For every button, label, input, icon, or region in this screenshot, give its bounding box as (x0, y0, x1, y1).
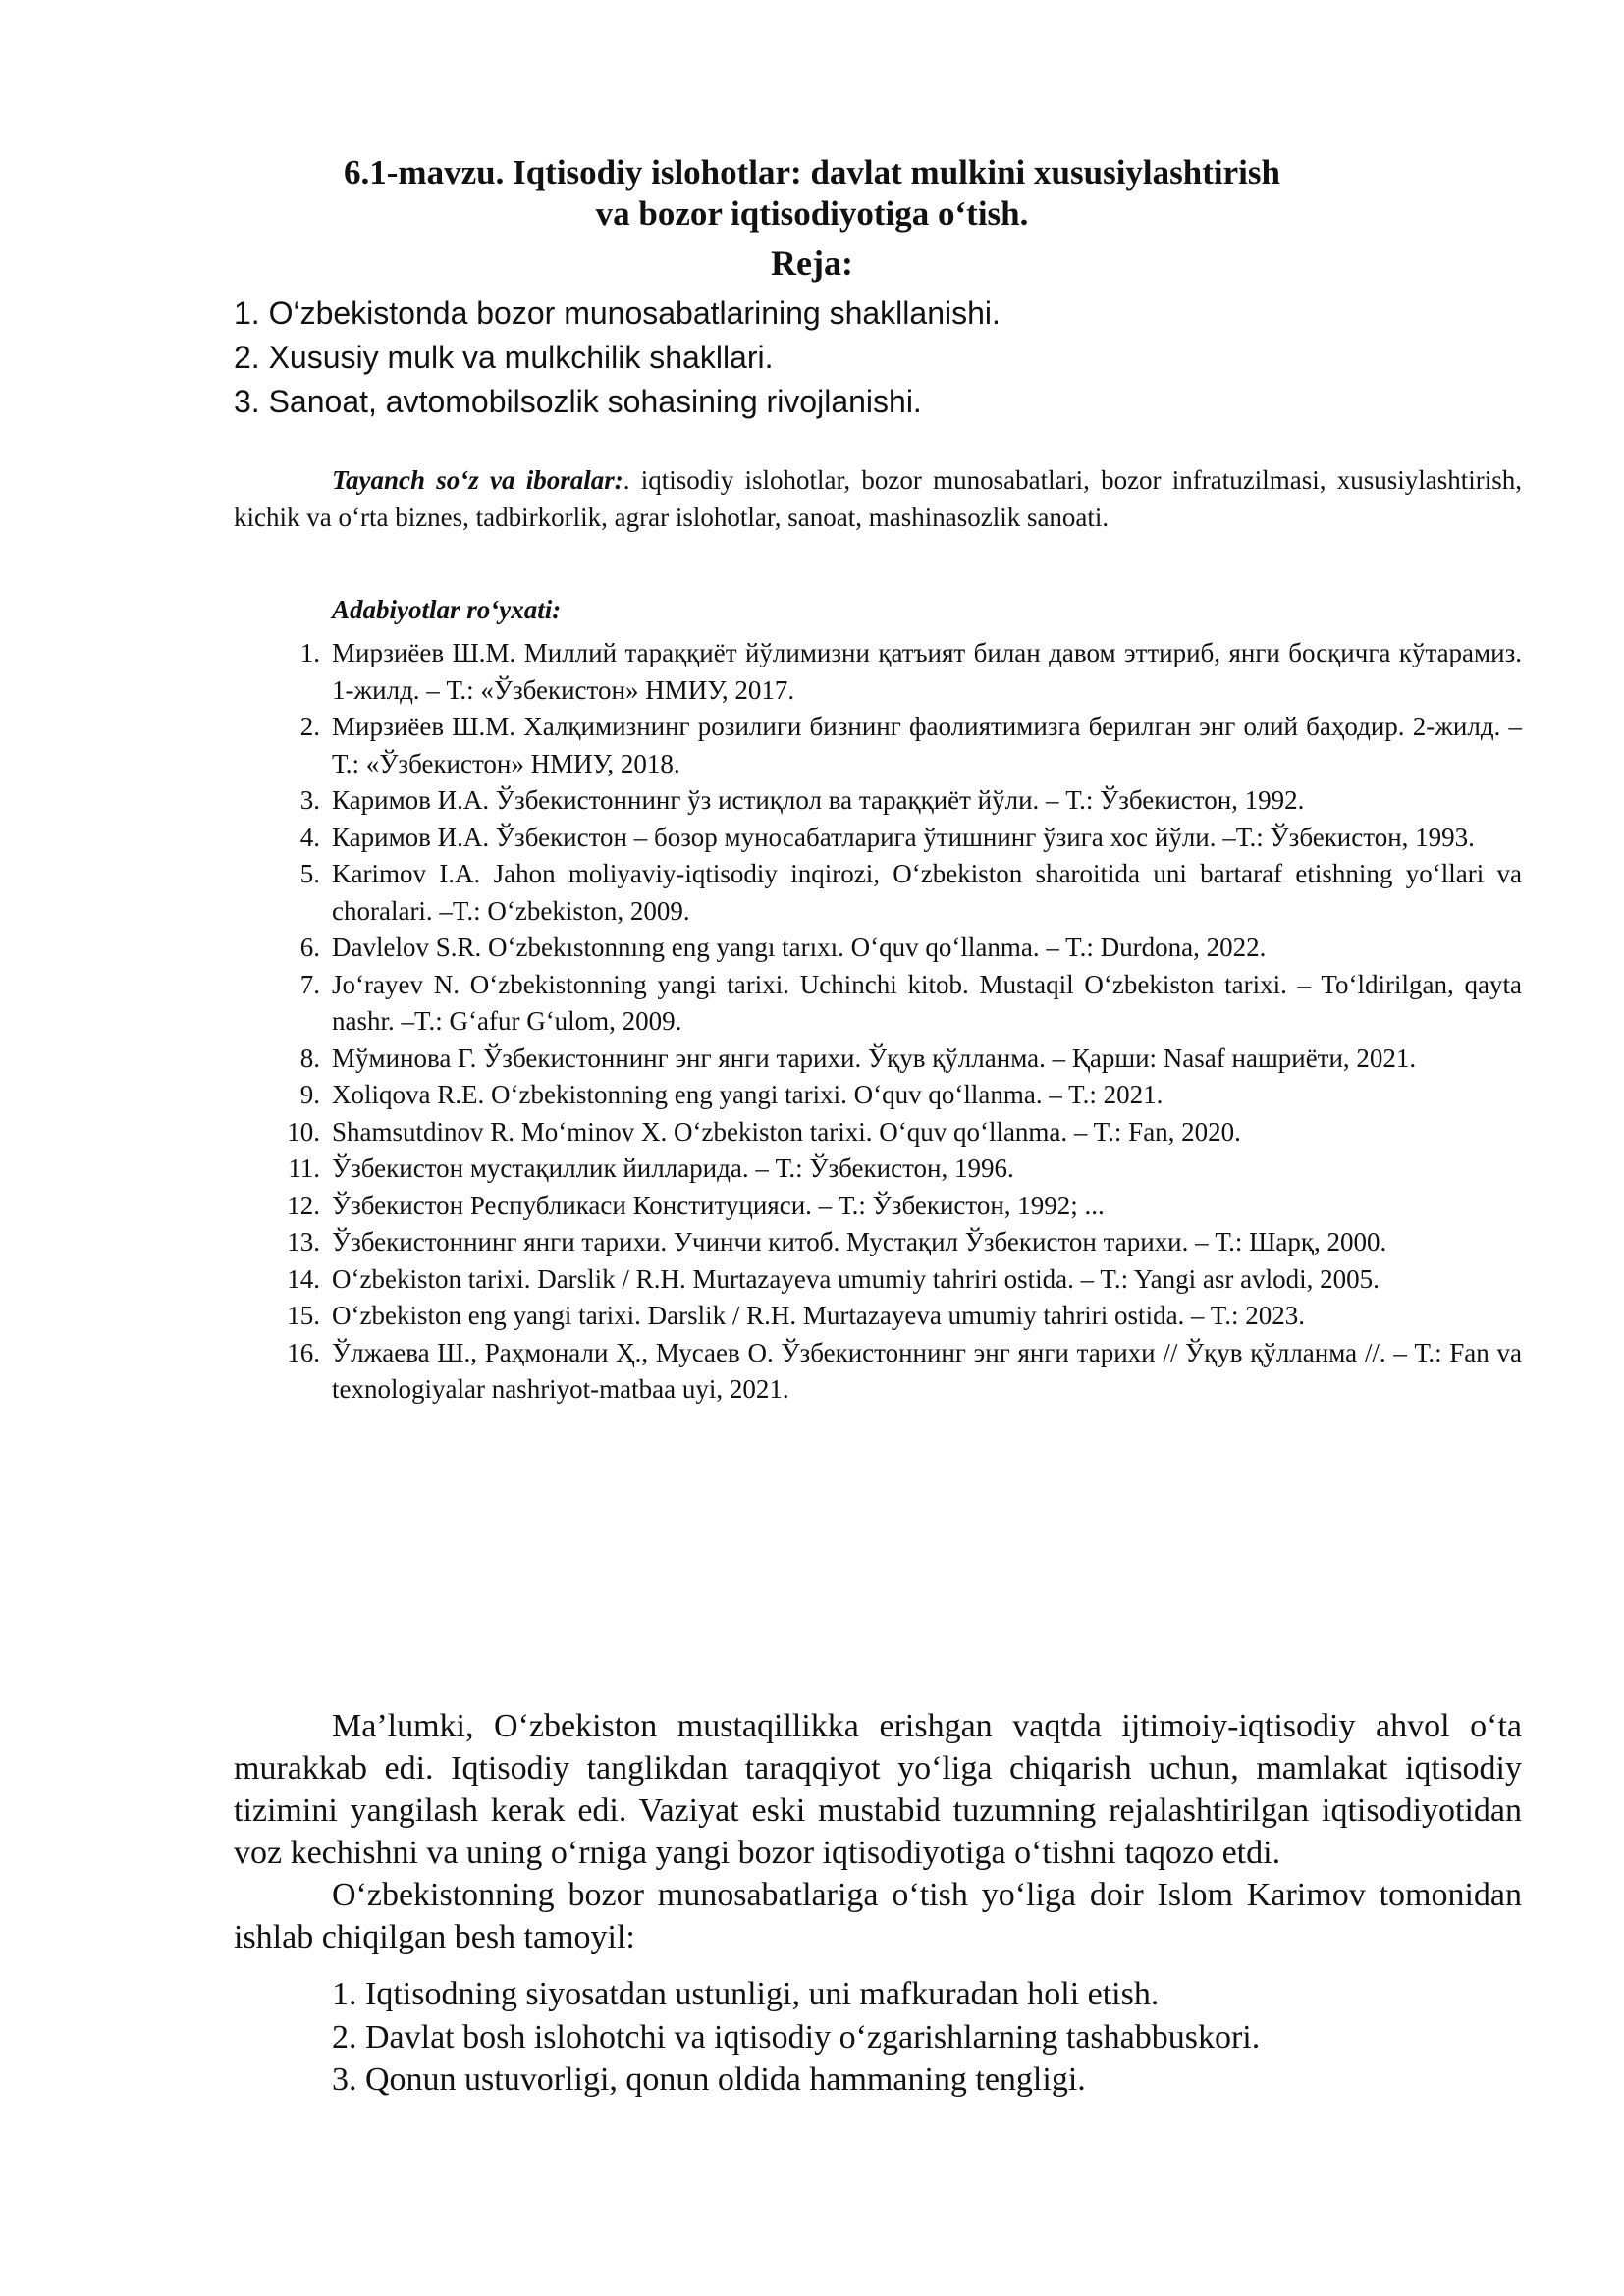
principles-list (332, 1973, 1510, 2102)
bibliography-item-text: Мирзиёев Ш.М. Халқимизнинг розилиги бизнинг фаолиятимизга берилган энг олий баҳодир. 2-жилд. – Т.: «Ўзбекистон» НМИУ, 2018. (332, 712, 1522, 778)
title-line-2: va bozor iqtisodiyotiga o‘tish. (595, 194, 1029, 233)
bibliography-item-text: Каримов И.А. Ўзбекистоннинг ўз истиқлол ва тараққиёт йўли. – Т.: Ўзбекистон, 1992. (332, 785, 1305, 815)
plan-heading: Reja: (771, 243, 853, 283)
bibliography-item (234, 1150, 1522, 1188)
page-title (236, 152, 1388, 235)
bibliography-item-text: Мирзиёев Ш.М. Миллий тараққиёт йўлимизни қатъият билан давом эттириб, янги босқичга кўтарамиз. 1-жилд. – Т.: «Ўзбекистон» НМИУ, 2017. (332, 638, 1522, 705)
bibliography-item-text: O‘zbekiston tarixi. Darslik / R.H. Murtazayeva umumiy tahriri ostida. – T.: Yangi asr avlodi, 2005. (332, 1263, 1380, 1294)
bibliography-item-text: Shamsutdinov R. Mo‘minov X. O‘zbekiston tarixi. O‘quv qo‘llanma. – T.: Fan, 2020. (332, 1116, 1241, 1147)
bibliography-item-number: 12. (287, 1190, 320, 1220)
bibliography-item (234, 820, 1522, 857)
bibliography-item-number: 14. (287, 1263, 320, 1294)
bibliography-item-number: 2. (299, 712, 320, 741)
keywords-text: . iqtisodiy islohotlar, bozor munosabatlari, bozor infratuzilmasi, xususiylashtirish, kichik va o‘rta biznes, tadbirkorlik, agrar islohotlar, sanoat, mashinasozlik sanoati. (234, 465, 1522, 532)
bibliography-item (234, 1041, 1522, 1078)
bibliography-item-text: Ўзбекистоннинг янги тарихи. Учинчи китоб. Мустақил Ўзбекистон тарихи. – Т.: Шарқ, 2000. (332, 1227, 1387, 1256)
plan-item: 1. O‘zbekistonda bozor munosabatlarining shakllanishi. (234, 295, 1001, 331)
body-paragraph: O‘zbekistonning bozor munosabatlariga o‘tish yo‘liga doir Islom Karimov tomonidan ishlab chiqilgan besh tamoyil: (234, 1877, 1522, 1955)
bibliography-item (234, 1224, 1522, 1261)
bibliography-item (234, 1335, 1522, 1409)
bibliography-item (234, 1077, 1522, 1114)
bibliography-item-text: O‘zbekiston eng yangi tarixi. Darslik / R.H. Murtazayeva umumiy tahriri ostida. – T.: 2023. (332, 1301, 1306, 1330)
bibliography-item-number: 8. (299, 1042, 320, 1073)
plan-item: 3. Sanoat, avtomobilsozlik sohasining rivojlanishi. (234, 384, 922, 419)
principle-item: 1. Iqtisodning siyosatdan ustunligi, uni mafkuradan holi etish. (332, 1976, 1160, 2012)
bibliography-item-number: 5. (299, 859, 320, 888)
bibliography-item-number: 4. (299, 822, 320, 852)
bibliography-item-number: 6. (299, 933, 320, 962)
bibliography-item (234, 1114, 1522, 1151)
bibliography-item-number: 9. (299, 1080, 320, 1109)
bibliography-item-number: 1. (299, 638, 320, 667)
bibliography-item-number: 7. (299, 969, 320, 999)
bibliography-item-number: 10. (287, 1116, 320, 1147)
bibliography-item-number: 3. (299, 785, 320, 815)
principle-item: 2. Davlat bosh islohotchi va iqtisodiy o‘zgarishlarning tashabbuskori. (332, 2018, 1261, 2056)
bibliography-item-number: 15. (287, 1301, 320, 1330)
bibliography-item-number: 11. (288, 1153, 320, 1183)
bibliography-item-text: Davlelov S.R. O‘zbekıstonnıng eng yangı tarıxı. O‘quv qo‘llanma. – T.: Durdona, 2022. (332, 933, 1267, 962)
bibliography-item (234, 967, 1522, 1041)
keywords-label: Tayanch so‘z va iboralar: (332, 465, 623, 495)
bibliography-item-text: Каримов И.А. Ўзбекистон – бозор муносабатларига ўтишнинг ўзига хос йўли. –Т.: Ўзбекистон, 1993. (332, 822, 1475, 852)
plan-item: 2. Xususiy mulk va mulkchilik shakllari. (234, 340, 774, 375)
bibliography-list (234, 635, 1522, 1409)
bibliography-item (234, 709, 1522, 782)
bibliography-item (234, 1298, 1522, 1335)
bibliography-item-number: 16. (287, 1337, 320, 1367)
bibliography-item-text: Xoliqova R.E. O‘zbekistonning eng yangi tarixi. O‘quv qo‘llanma. – T.: 2021. (332, 1080, 1164, 1109)
bibliography-item (234, 856, 1522, 930)
bibliography-item (234, 782, 1522, 820)
bibliography-item-text: Мўминова Г. Ўзбекистоннинг энг янги тарихи. Ўқув қўлланма. – Қарши: Nasaf нашриёти, 2021. (332, 1042, 1417, 1073)
bibliography-item (234, 635, 1522, 709)
body-paragraph: Ma’lumki, O‘zbekiston mustaqillikka erishgan vaqtda ijtimoiy-iqtisodiy ahvol o‘ta murakkab edi. Iqtisodiy tanglikdan taraqqiyot yo‘liga chiqarish uchun, mamlakat iqtisodiy tizimini yangilash kerak edi. Vaziyat eski mustabid tuzumning rejalashtirilgan iqtisodiyotidan voz kechishni va uning o‘rniga yangi bozor iqtisodiyotiga o‘tishni taqozo etdi. (234, 1708, 1522, 1871)
keywords-section (234, 461, 1522, 536)
bibliography-item (234, 1261, 1522, 1299)
bibliography-item-text: Ўзбекистон Республикаси Конституцияси. – Т.: Ўзбекистон, 1992; ... (332, 1190, 1105, 1220)
principle-item: 3. Qonun ustuvorligi, qonun oldida hammaning tengligi. (332, 2061, 1086, 2098)
body-text (234, 1705, 1522, 1958)
bibliography-item-number: 13. (287, 1227, 320, 1256)
bibliography-item-text: Karimov I.A. Jahon moliyaviy-iqtisodiy inqirozi, O‘zbekiston sharoitida uni bartaraf etishning yo‘llari va choralari. –T.: O‘zbekiston, 2009. (332, 859, 1522, 926)
bibliography-item-text: Ўлжаева Ш., Раҳмонали Ҳ., Мусаев О. Ўзбекистоннинг энг янги тарихи // Ўқув қўлланма //. – Т.: Fan va texnologiyalar nashriyot-matbaa uyi, 2021. (332, 1337, 1522, 1404)
title-line-1: 6.1-mavzu. Iqtisodiy islohotlar: davlat mulkini xususiylashtirish (344, 153, 1280, 191)
bibliography-item-text: Jo‘rayev N. O‘zbekistonning yangi tarixi. Uchinchi kitob. Mustaqil O‘zbekiston tarixi. – To‘ldirilgan, qayta nashr. –T.: G‘afur G‘ulom, 2009. (332, 969, 1522, 1036)
bibliography-item (234, 930, 1522, 967)
bibliography-heading: Adabiyotlar ro‘yxati: (332, 595, 562, 624)
bibliography-item-text: Ўзбекистон мустақиллик йилларида. – Т.: Ўзбекистон, 1996. (332, 1153, 1014, 1183)
plan-list (234, 292, 1412, 424)
bibliography-item (234, 1188, 1522, 1225)
